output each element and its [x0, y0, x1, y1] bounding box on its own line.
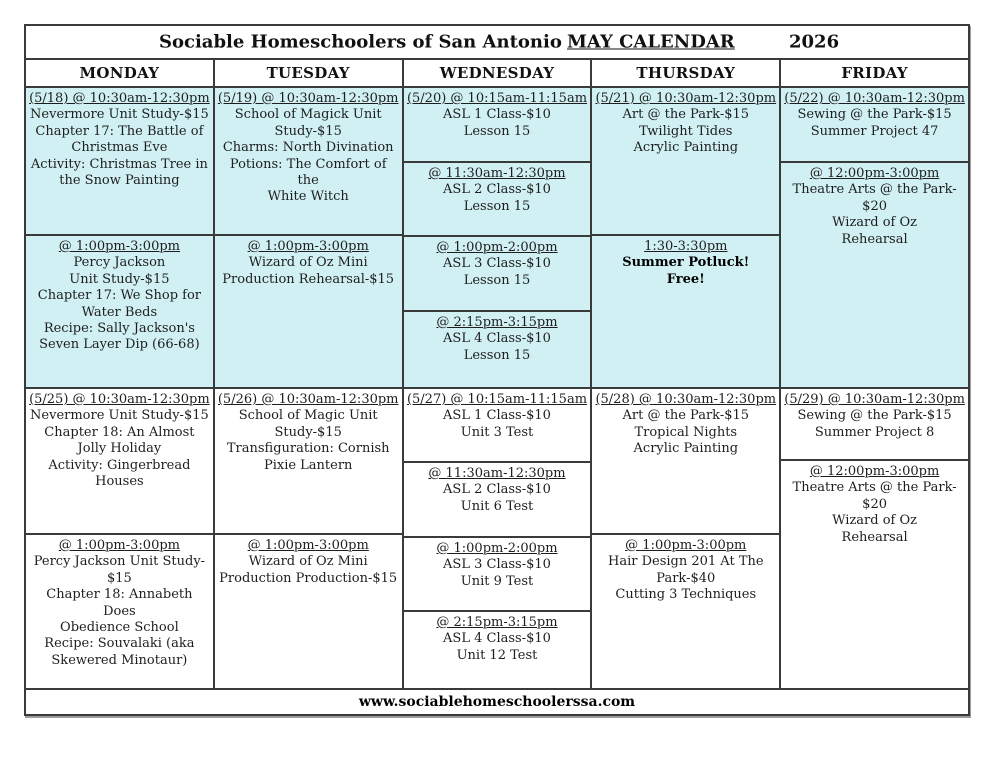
- event-time: (5/22) @ 10:30am-12:30pm: [784, 91, 965, 106]
- event-cell: [215, 389, 402, 535]
- event-cell: [26, 88, 213, 236]
- event-text: Percy Jackson Unit Study-: [33, 554, 206, 570]
- event-time: @ 1:00pm-3:00pm: [247, 239, 369, 254]
- event-cell: [592, 535, 779, 688]
- day-header-wednesday: WEDNESDAY: [404, 60, 593, 86]
- event-text: Unit 6 Test: [460, 498, 534, 514]
- event-text: Production Rehearsal-$15: [222, 271, 395, 287]
- event-time: (5/29) @ 10:30am-12:30pm: [784, 392, 965, 407]
- event-cell: [404, 463, 591, 538]
- event-time: @ 1:00pm-3:00pm: [625, 538, 747, 553]
- event-text: Wizard of Oz: [832, 215, 917, 231]
- event-time: @ 1:00pm-3:00pm: [58, 538, 180, 553]
- event-cell: [215, 236, 402, 387]
- event-text: Tropical Nights: [634, 424, 738, 440]
- event-text: Skewered Minotaur): [51, 652, 188, 668]
- event-text: ASL 2 Class-$10: [443, 482, 551, 498]
- event-text: Art @ the Park-$15: [622, 408, 750, 424]
- event-time: (5/28) @ 10:30am-12:30pm: [595, 392, 777, 407]
- calendar-title: MAY CALENDAR: [567, 31, 735, 53]
- event-text: Nevermore Unit Study-$15: [30, 107, 209, 123]
- event-cell: [781, 163, 968, 387]
- event-text: White Witch: [267, 189, 349, 205]
- event-text: Unit 3 Test: [460, 424, 534, 440]
- weeks-container: [26, 88, 968, 690]
- event-text: Water Beds: [81, 304, 158, 320]
- event-cell: [781, 88, 968, 163]
- event-text: ASL 1 Class-$10: [443, 408, 551, 424]
- event-text: $20: [862, 198, 887, 214]
- day-column-wednesday-week2: [404, 389, 593, 688]
- event-cell: [404, 163, 591, 237]
- event-text: Chapter 17: The Battle of: [35, 123, 204, 139]
- event-text: School of Magic Unit: [238, 408, 378, 424]
- event-cell: [592, 236, 779, 387]
- event-text: ASL 4 Class-$10: [443, 631, 551, 647]
- day-header-friday: FRIDAY: [841, 64, 908, 82]
- day-header-monday: MONDAY: [26, 60, 215, 86]
- event-cell: [404, 237, 591, 312]
- event-cell: [26, 389, 213, 535]
- event-text: Lesson 15: [463, 198, 531, 214]
- event-text: Summer Project 8: [814, 424, 935, 440]
- event-cell: [26, 236, 213, 387]
- event-text: Free!: [666, 271, 705, 287]
- event-text: Summer Project 47: [810, 123, 939, 139]
- event-cell: [404, 538, 591, 612]
- event-time: @ 2:15pm-3:15pm: [436, 315, 558, 330]
- event-cell: [781, 461, 968, 688]
- event-time: (5/19) @ 10:30am-12:30pm: [217, 91, 399, 106]
- event-text: Percy Jackson: [73, 255, 166, 271]
- event-time: (5/26) @ 10:30am-12:30pm: [217, 392, 399, 407]
- day-column-tuesday-week1: [215, 88, 404, 387]
- event-time: (5/21) @ 10:30am-12:30pm: [595, 91, 777, 106]
- day-column-tuesday-week2: [215, 389, 404, 688]
- event-cell: [592, 389, 779, 535]
- event-text: Rehearsal: [841, 529, 908, 545]
- event-text: Seven Layer Dip (66-68): [39, 337, 200, 353]
- event-text: Activity: Gingerbread: [48, 457, 191, 473]
- event-cell: [26, 535, 213, 688]
- event-text: Chapter 18: Annabeth Does: [46, 587, 193, 619]
- event-text: Lesson 15: [463, 123, 531, 139]
- event-text: Unit Study-$15: [69, 271, 170, 287]
- event-text: Potions: The Comfort of the: [229, 156, 387, 188]
- event-time: @ 11:30am-12:30pm: [428, 166, 566, 181]
- org-title: Sociable Homeschoolers of San Antonio: [159, 31, 562, 53]
- event-time: @ 2:15pm-3:15pm: [436, 615, 558, 630]
- event-cell: [781, 389, 968, 461]
- event-text: Acrylic Painting: [633, 441, 739, 457]
- event-text: the Snow Painting: [59, 172, 180, 188]
- event-time: @ 1:00pm-3:00pm: [247, 538, 369, 553]
- event-cell: [404, 612, 591, 688]
- day-header-thursday: THURSDAY: [592, 60, 781, 86]
- day-column-friday-week1: [781, 88, 968, 387]
- event-text: Cutting 3 Techniques: [615, 587, 757, 603]
- event-cell: [404, 312, 591, 387]
- day-column-friday-week2: [781, 389, 968, 688]
- event-text: Unit 12 Test: [456, 647, 538, 663]
- event-time: @ 1:00pm-2:00pm: [436, 541, 558, 556]
- event-text: Lesson 15: [463, 272, 531, 288]
- event-cell: [592, 88, 779, 236]
- event-time: 1:30-3:30pm: [644, 239, 728, 254]
- event-text: Summer Potluck!: [622, 255, 750, 271]
- day-header-tuesday: TUESDAY: [215, 60, 404, 86]
- event-text: Park-$40: [656, 570, 716, 586]
- event-text: Chapter 18: An Almost: [44, 424, 195, 440]
- event-text: Obedience School: [60, 619, 179, 635]
- event-text: Sewing @ the Park-$15: [797, 408, 952, 424]
- event-time: @ 11:30am-12:30pm: [428, 466, 566, 481]
- day-column-thursday-week2: [592, 389, 781, 688]
- calendar-year: 2026: [789, 31, 840, 53]
- calendar-table: [24, 24, 970, 716]
- title-row: [26, 26, 968, 60]
- event-text: Acrylic Painting: [633, 140, 739, 156]
- event-text: Pixie Lantern: [263, 457, 353, 473]
- event-text: Production Production-$15: [219, 570, 398, 586]
- event-text: ASL 1 Class-$10: [443, 107, 551, 123]
- event-text: ASL 3 Class-$10: [443, 256, 551, 272]
- event-cell: [404, 389, 591, 463]
- event-text: Art @ the Park-$15: [622, 107, 750, 123]
- footer-row: [26, 690, 968, 714]
- event-text: ASL 3 Class-$10: [443, 557, 551, 573]
- event-text: Sewing @ the Park-$15: [797, 107, 952, 123]
- event-text: Unit 9 Test: [460, 573, 534, 589]
- event-text: ASL 2 Class-$10: [443, 182, 551, 198]
- event-cell: [404, 88, 591, 163]
- event-time: @ 1:00pm-3:00pm: [58, 239, 180, 254]
- day-column-monday-week2: [26, 389, 215, 688]
- event-text: Hair Design 201 At The: [608, 554, 764, 570]
- event-text: ASL 4 Class-$10: [443, 331, 551, 347]
- event-text: Recipe: Souvalaki (aka: [44, 636, 195, 652]
- event-text: Study-$15: [274, 123, 342, 139]
- event-text: Chapter 17: We Shop for: [37, 288, 202, 304]
- day-column-thursday-week1: [592, 88, 781, 387]
- event-text: Jolly Holiday: [77, 441, 162, 457]
- event-text: Twilight Tides: [639, 123, 733, 139]
- event-text: Lesson 15: [463, 347, 531, 363]
- event-time: @ 1:00pm-2:00pm: [436, 240, 558, 255]
- event-time: @ 12:00pm-3:00pm: [809, 464, 940, 479]
- event-text: $20: [862, 496, 887, 512]
- event-time: (5/20) @ 10:15am-11:15am: [406, 91, 588, 106]
- event-text: Activity: Christmas Tree in: [30, 156, 208, 172]
- day-column-wednesday-week1: [404, 88, 593, 387]
- event-cell: [215, 88, 402, 236]
- event-text: Nevermore Unit Study-$15: [30, 408, 209, 424]
- day-header-row: [26, 60, 968, 88]
- website-url: www.sociablehomeschoolerssa.com: [358, 694, 636, 710]
- week-row-2: [26, 389, 968, 690]
- event-text: Transfiguration: Cornish: [226, 441, 390, 457]
- event-time: (5/27) @ 10:15am-11:15am: [406, 392, 588, 407]
- event-text: Charms: North Divination: [222, 140, 394, 156]
- event-text: Theatre Arts @ the Park-: [792, 182, 957, 198]
- event-text: Theatre Arts @ the Park-: [792, 480, 957, 496]
- event-text: Wizard of Oz: [832, 513, 917, 529]
- event-time: (5/18) @ 10:30am-12:30pm: [29, 91, 210, 106]
- event-time: (5/25) @ 10:30am-12:30pm: [29, 392, 210, 407]
- event-text: Study-$15: [274, 424, 342, 440]
- event-text: Recipe: Sally Jackson's: [43, 320, 195, 336]
- event-text: Wizard of Oz Mini: [248, 255, 368, 271]
- event-text: $15: [106, 570, 132, 586]
- event-text: Rehearsal: [841, 231, 908, 247]
- event-time: @ 12:00pm-3:00pm: [809, 166, 940, 181]
- week-row-1: [26, 88, 968, 389]
- event-text: Houses: [95, 473, 144, 489]
- event-text: School of Magick Unit: [234, 107, 382, 123]
- event-cell: [215, 535, 402, 688]
- event-text: Wizard of Oz Mini: [248, 554, 368, 570]
- day-column-monday-week1: [26, 88, 215, 387]
- event-text: Christmas Eve: [71, 140, 168, 156]
